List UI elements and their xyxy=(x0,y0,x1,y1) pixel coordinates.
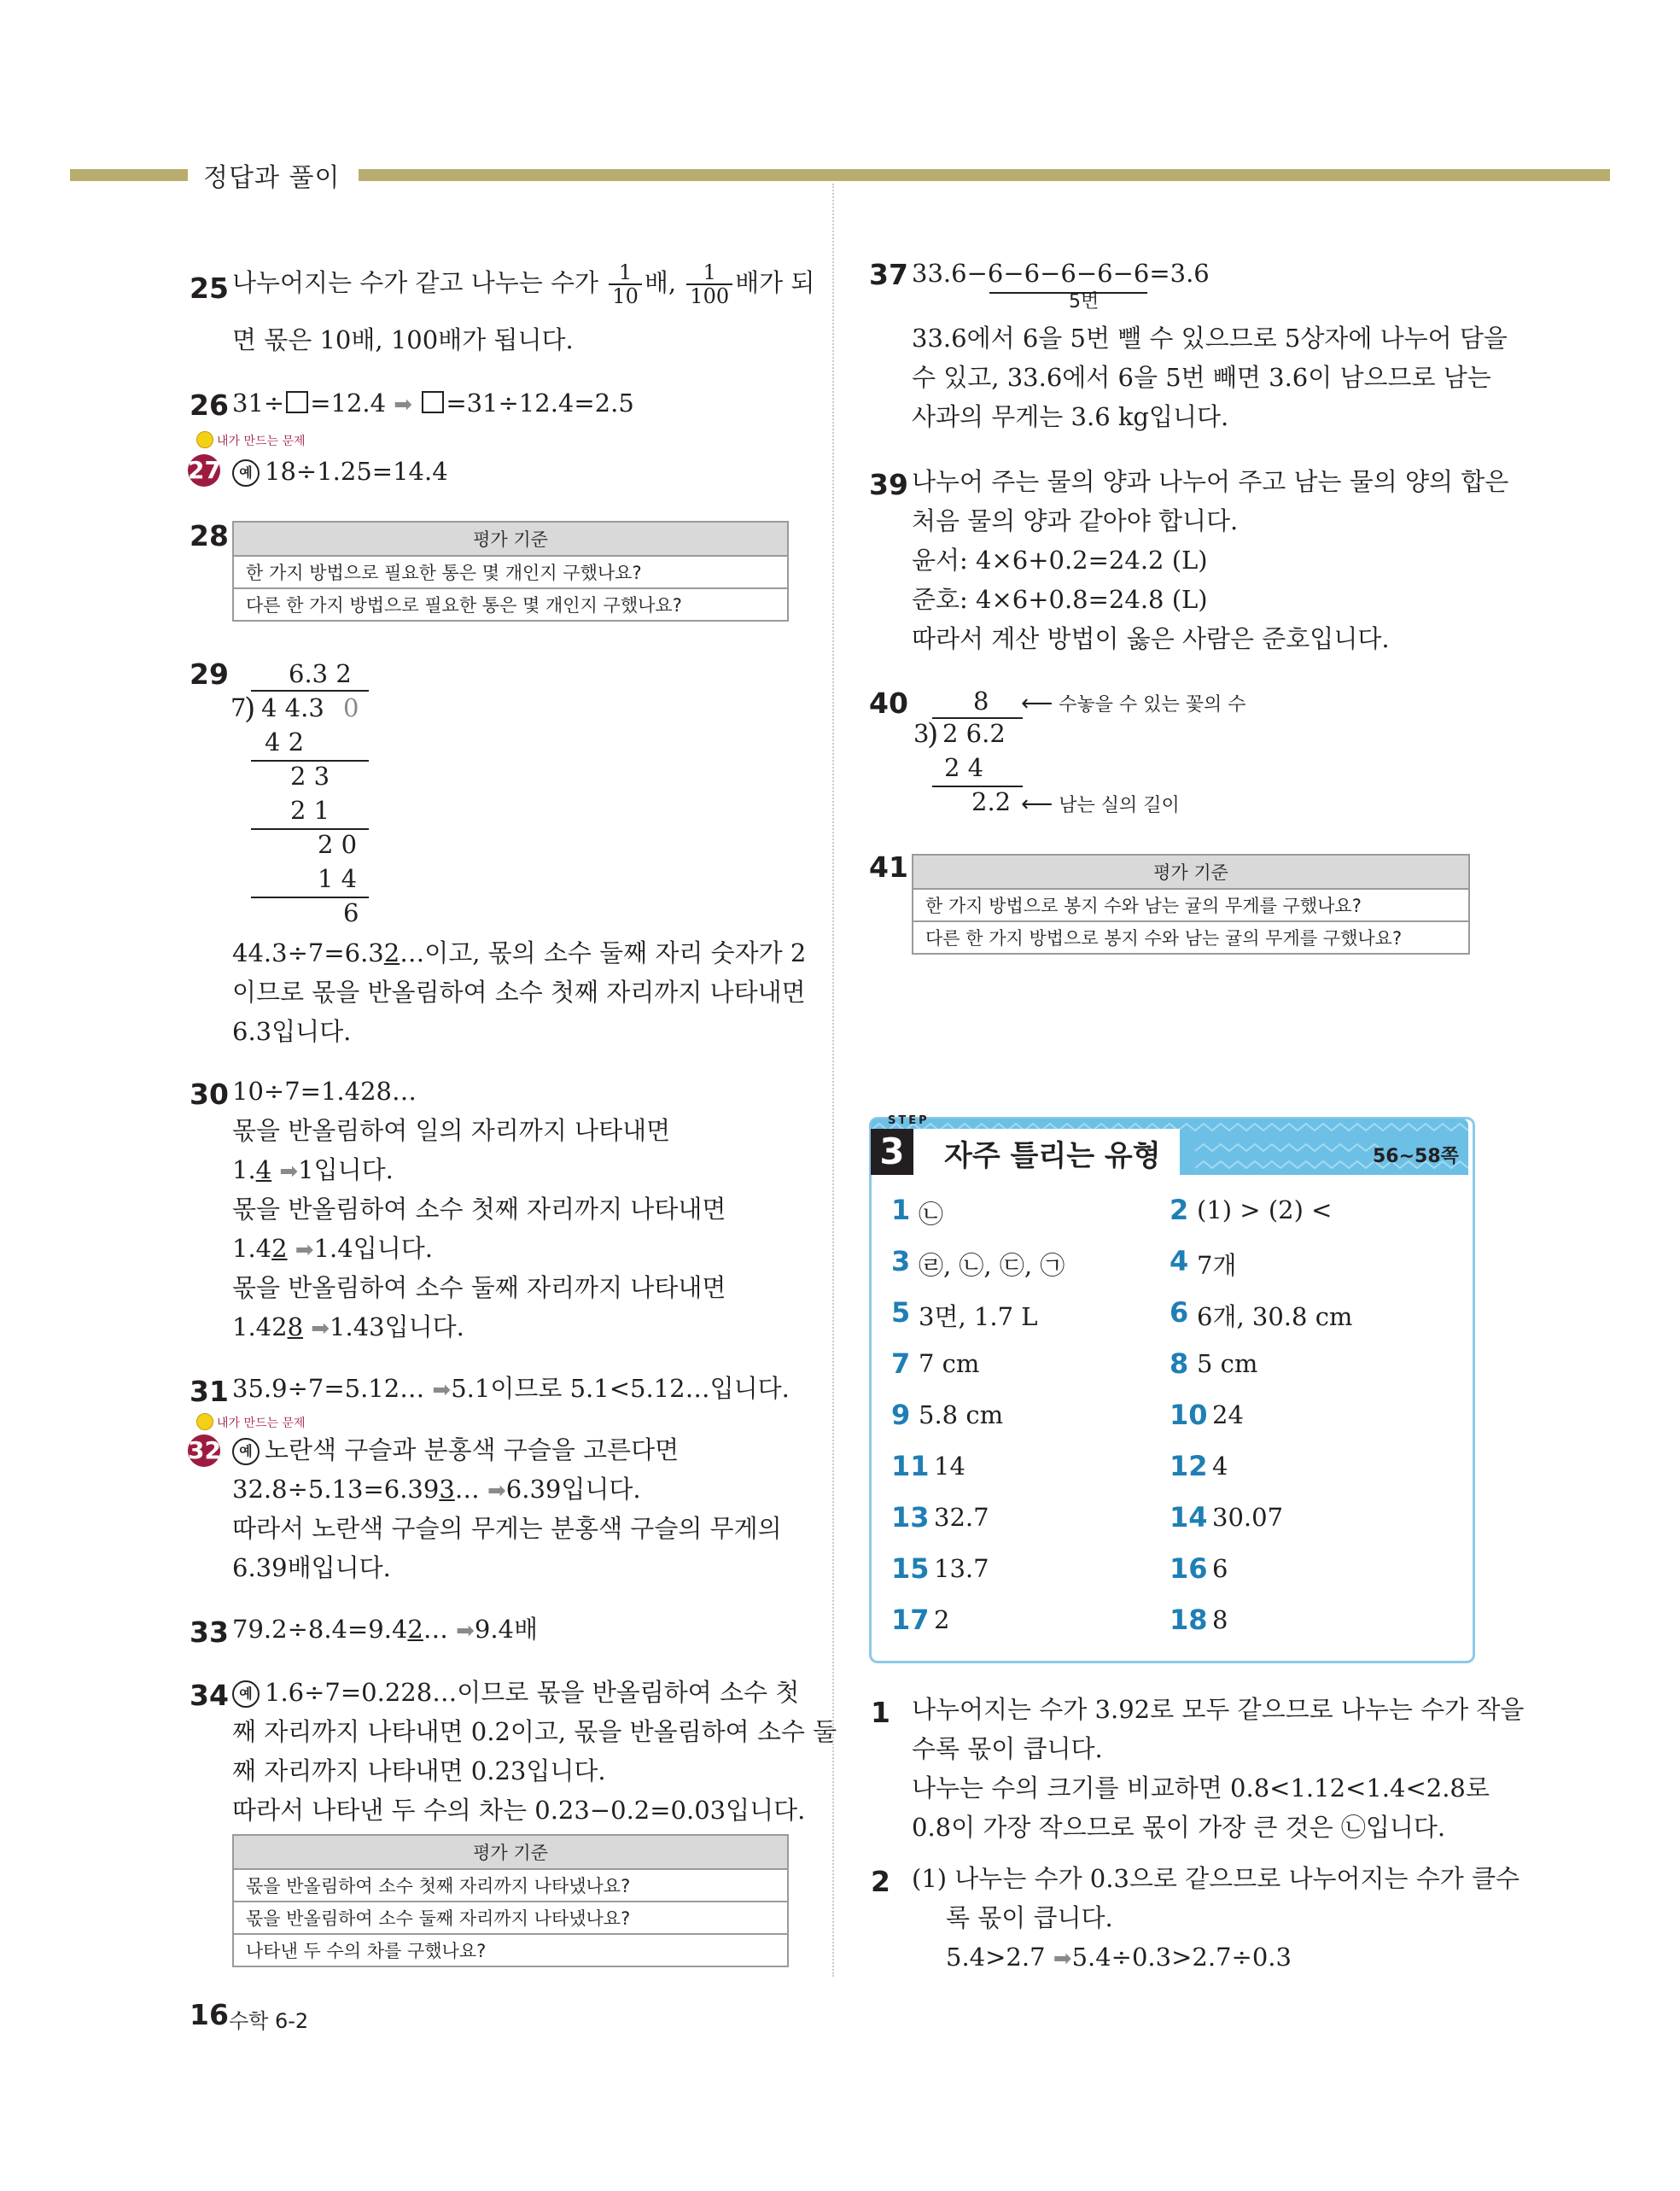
s1-line4: 0.8이 가장 작으므로 몫이 가장 큰 것은 ㉡입니다. xyxy=(912,1813,1446,1842)
answer-number: 9 xyxy=(891,1399,911,1431)
q31-number: 31 xyxy=(190,1375,229,1408)
q30-line: 10÷7=1.428… xyxy=(232,1077,417,1106)
answer-value: 7개 xyxy=(1197,1251,1237,1280)
division-bracket: ) xyxy=(244,692,256,726)
q40-note2: ⟵ 남는 실의 길이 xyxy=(1021,792,1180,817)
q27-line: 예 18÷1.25=14.4 xyxy=(232,453,448,490)
s2-line2: 록 몫이 큽니다. xyxy=(946,1903,1113,1932)
step3-title: 자주 틀리는 유형 xyxy=(944,1139,1161,1173)
blank-box xyxy=(422,391,444,413)
q32-line1: 예 노란색 구슬과 분홍색 구슬을 고른다면 xyxy=(232,1431,679,1469)
answer-number: 12 xyxy=(1170,1450,1208,1482)
answer-value: (1) > (2) < xyxy=(1197,1195,1333,1224)
q29-expl-line1: 44.3÷7=6.32…이고, 몫의 소수 둘째 자리 숫자가 2 xyxy=(232,938,807,967)
q37-expression: 33.6−6−6−6−6−6 =3.6 xyxy=(912,254,1210,292)
q40-step: 2 4 xyxy=(944,753,984,782)
step3-page-range: 56~58쪽 xyxy=(1373,1146,1459,1167)
answer-value: 6 xyxy=(1212,1554,1228,1583)
fraction-1-10: $\frac{1}{10}$ xyxy=(609,261,642,307)
answer-value: 5.8 cm xyxy=(919,1400,1004,1429)
left-arrow-icon: ⟵ xyxy=(1021,691,1053,716)
q37-brace-label: 5번 xyxy=(1069,291,1100,313)
q34-line3: 째 자리까지 나타내면 0.23입니다. xyxy=(232,1756,606,1785)
q33-line: 79.2÷8.4=9.42… ➡9.4배 xyxy=(232,1615,539,1644)
step-label: STEP xyxy=(888,1114,930,1127)
q29-dividend: 4 4.3 xyxy=(261,693,324,722)
answer-value: 8 xyxy=(1212,1605,1228,1634)
example-mark-icon: 예 xyxy=(232,1680,260,1708)
criteria-row: 나타낸 두 수의 차를 구했나요? xyxy=(233,1934,788,1966)
answer-value: 32.7 xyxy=(934,1503,989,1532)
q30-line: 몫을 반올림하여 소수 첫째 자리까지 나타내면 xyxy=(232,1195,726,1224)
q29-step: 2 1 xyxy=(290,796,330,825)
answer-number: 1 xyxy=(891,1194,911,1226)
answer-number: 5 xyxy=(891,1296,911,1329)
answer-number: 6 xyxy=(1170,1296,1189,1329)
q39-line3: 윤서: 4×6+0.2=24.2 (L) xyxy=(912,546,1208,575)
q39-line5: 따라서 계산 방법이 옳은 사람은 준호입니다. xyxy=(912,624,1390,653)
q34-line1: 예 1.6÷7=0.228…이므로 몫을 반올림하여 소수 첫 xyxy=(232,1674,799,1711)
answer-value: ㉣, ㉡, ㉢, ㉠ xyxy=(919,1251,1065,1280)
smiley-icon xyxy=(196,1413,213,1430)
q40-quotient: 8 xyxy=(973,687,989,716)
arrow-icon: ➡ xyxy=(311,1316,330,1341)
answer-number: 7 xyxy=(891,1347,911,1380)
q40-divisor: 3 xyxy=(913,719,930,748)
q30-line: 몫을 반올림하여 일의 자리까지 나타내면 xyxy=(232,1116,671,1145)
answer-number: 2 xyxy=(1170,1194,1189,1226)
q33-number: 33 xyxy=(190,1615,229,1649)
answer-value: 24 xyxy=(1212,1400,1244,1429)
q40-dividend: 2 6.2 xyxy=(942,719,1006,748)
q29-step: 2 0 xyxy=(318,830,358,859)
q32-line4: 6.39배입니다. xyxy=(232,1553,391,1582)
answer-value: ㉡ xyxy=(919,1200,944,1229)
q39-line1: 나누어 주는 물의 양과 나누어 주고 남는 물의 양의 합은 xyxy=(912,467,1509,496)
q30-line: 1.42 ➡1.4입니다. xyxy=(232,1234,433,1263)
answer-number: 10 xyxy=(1170,1399,1208,1431)
answer-value: 14 xyxy=(934,1452,965,1481)
q40-number: 40 xyxy=(869,687,908,720)
q30-line: 1.428 ➡1.43입니다. xyxy=(232,1312,464,1341)
criteria-row: 다른 한 가지 방법으로 필요한 통은 몇 개인지 구했나요? xyxy=(233,588,788,621)
answer-value: 3면, 1.7 L xyxy=(919,1302,1038,1331)
s2-line3: 5.4>2.7 ➡5.4÷0.3>2.7÷0.3 xyxy=(946,1943,1292,1972)
header-bar-right xyxy=(359,169,1610,181)
arrow-icon: ➡ xyxy=(279,1159,299,1184)
criteria-header: 평가 기준 xyxy=(233,1835,788,1869)
criteria-header: 평가 기준 xyxy=(913,855,1469,889)
q39-line4: 준호: 4×6+0.8=24.8 (L) xyxy=(912,585,1208,614)
q25-line1: 나누어지는 수가 같고 나누는 수가 $\frac{1}{10}$ 배, $\frac{1}{100}$ 배가 되 xyxy=(232,260,815,308)
example-mark-icon: 예 xyxy=(232,1438,260,1465)
q32-line3: 따라서 노란색 구슬의 무게는 분홍색 구슬의 무게의 xyxy=(232,1514,782,1543)
q29-step: 2 3 xyxy=(290,762,330,791)
arrow-icon: ➡ xyxy=(456,1618,475,1644)
q37-line1: 33.6에서 6을 5번 뺄 수 있으므로 5상자에 나누어 담을 xyxy=(912,324,1508,353)
step3-number: 3 xyxy=(871,1129,913,1175)
q41-criteria-table xyxy=(912,854,1470,955)
arrow-icon: ➡ xyxy=(394,392,413,418)
arrow-icon: ➡ xyxy=(295,1237,314,1263)
q32-number: 32 xyxy=(188,1434,220,1467)
answer-value: 2 xyxy=(934,1605,950,1634)
my-problem-tag: 내가 만드는 문제 xyxy=(217,1417,306,1430)
answer-number: 8 xyxy=(1170,1347,1189,1380)
criteria-row: 다른 한 가지 방법으로 봉지 수와 남는 귤의 무게를 구했나요? xyxy=(913,921,1469,954)
s1-line1: 나누어지는 수가 3.92로 모두 같으므로 나누는 수가 작을 xyxy=(912,1695,1525,1724)
answer-number: 11 xyxy=(891,1450,930,1482)
q29-number: 29 xyxy=(190,657,229,691)
q34-number: 34 xyxy=(190,1679,229,1712)
q25-number: 25 xyxy=(190,272,229,305)
s2-line1: (1) 나누는 수가 0.3으로 같으므로 나누어지는 수가 클수 xyxy=(912,1864,1520,1893)
criteria-row: 몫을 반올림하여 소수 첫째 자리까지 나타냈나요? xyxy=(233,1869,788,1902)
q34-line4: 따라서 나타낸 두 수의 차는 0.23−0.2=0.03입니다. xyxy=(232,1796,806,1825)
answer-value: 5 cm xyxy=(1197,1349,1258,1378)
division-bar xyxy=(251,690,369,692)
arrow-icon: ➡ xyxy=(432,1377,452,1403)
q29-added-zero: 0 xyxy=(343,693,359,722)
answer-number: 13 xyxy=(891,1501,930,1534)
book-subject: 수학 6-2 xyxy=(229,2009,309,2033)
smiley-icon xyxy=(196,431,213,448)
division-bracket: ) xyxy=(927,717,939,751)
q40-note1: ⟵ 수놓을 수 있는 꽃의 수 xyxy=(1021,691,1246,716)
answer-number: 16 xyxy=(1170,1552,1208,1585)
answer-value: 13.7 xyxy=(934,1554,989,1583)
q28-criteria-table xyxy=(232,521,789,622)
q41-number: 41 xyxy=(869,850,908,884)
answer-number: 14 xyxy=(1170,1501,1208,1534)
q37-number: 37 xyxy=(869,258,908,291)
arrow-icon: ➡ xyxy=(487,1478,506,1504)
q39-line2: 처음 물의 양과 같아야 합니다. xyxy=(912,506,1239,535)
answer-number: 3 xyxy=(891,1245,911,1277)
q40-remainder: 2.2 xyxy=(971,787,1012,816)
q31-line: 35.9÷7=5.12… ➡5.1이므로 5.1<5.12…입니다. xyxy=(232,1374,790,1403)
column-divider xyxy=(832,184,834,1977)
q32-line2: 32.8÷5.13=6.393… ➡6.39입니다. xyxy=(232,1475,641,1504)
answer-value: 4 xyxy=(1212,1452,1228,1481)
q37-line2: 수 있고, 33.6에서 6을 5번 빼면 3.6이 남으므로 남는 xyxy=(912,363,1491,392)
header-bar-left xyxy=(70,169,188,181)
q39-number: 39 xyxy=(869,468,908,501)
page-header-title: 정답과 풀이 xyxy=(203,163,341,193)
q26-line: 31÷ =12.4 ➡ =31÷12.4=2.5 xyxy=(232,389,634,418)
answer-number: 18 xyxy=(1170,1604,1208,1636)
answer-number: 15 xyxy=(891,1552,930,1585)
criteria-row: 한 가지 방법으로 봉지 수와 남는 귤의 무게를 구했나요? xyxy=(913,889,1469,921)
q29-step: 6 xyxy=(343,898,359,927)
my-problem-tag: 내가 만드는 문제 xyxy=(217,435,306,448)
fraction-1-100: $\frac{1}{100}$ xyxy=(686,261,732,307)
blank-box xyxy=(286,391,308,413)
s1-number: 1 xyxy=(871,1696,890,1729)
criteria-header: 평가 기준 xyxy=(233,522,788,556)
q34-criteria-table xyxy=(232,1834,789,1967)
q30-line: 몫을 반올림하여 소수 둘째 자리까지 나타내면 xyxy=(232,1273,726,1302)
q29-step: 4 2 xyxy=(265,727,305,757)
left-arrow-icon: ⟵ xyxy=(1021,792,1053,817)
q29-expl-line3: 6.3입니다. xyxy=(232,1017,352,1046)
s1-line2: 수록 몫이 큽니다. xyxy=(912,1734,1103,1763)
example-mark-icon: 예 xyxy=(232,459,260,487)
q25-line2: 면 몫은 10배, 100배가 됩니다. xyxy=(232,325,574,354)
q28-number: 28 xyxy=(190,519,229,552)
answer-value: 6개, 30.8 cm xyxy=(1197,1302,1353,1331)
criteria-row: 몫을 반올림하여 소수 둘째 자리까지 나타냈나요? xyxy=(233,1902,788,1934)
q29-step: 1 4 xyxy=(318,864,358,893)
q27-number: 27 xyxy=(188,454,220,487)
q29-expl-line2: 이므로 몫을 반올림하여 소수 첫째 자리까지 나타내면 xyxy=(232,978,806,1007)
arrow-icon: ➡ xyxy=(1053,1946,1072,1972)
criteria-row: 한 가지 방법으로 필요한 통은 몇 개인지 구했나요? xyxy=(233,556,788,588)
s2-number: 2 xyxy=(871,1865,890,1898)
q37-line3: 사과의 무게는 3.6 kg입니다. xyxy=(912,402,1229,431)
s1-line3: 나누는 수의 크기를 비교하면 0.8<1.12<1.4<2.8로 xyxy=(912,1773,1490,1802)
q30-line: 1.4 ➡1입니다. xyxy=(232,1155,394,1184)
answer-number: 4 xyxy=(1170,1245,1189,1277)
answer-value: 7 cm xyxy=(919,1349,980,1378)
q26-number: 26 xyxy=(190,389,229,422)
answer-value: 30.07 xyxy=(1212,1503,1284,1532)
q29-divisor: 7 xyxy=(230,693,247,722)
page-number: 16 xyxy=(190,1998,229,2031)
q29-quotient: 6.3 2 xyxy=(289,659,352,688)
answer-number: 17 xyxy=(891,1604,930,1636)
q30-number: 30 xyxy=(190,1078,229,1111)
q34-line2: 째 자리까지 나타내면 0.2이고, 몫을 반올림하여 소수 둘 xyxy=(232,1717,837,1746)
